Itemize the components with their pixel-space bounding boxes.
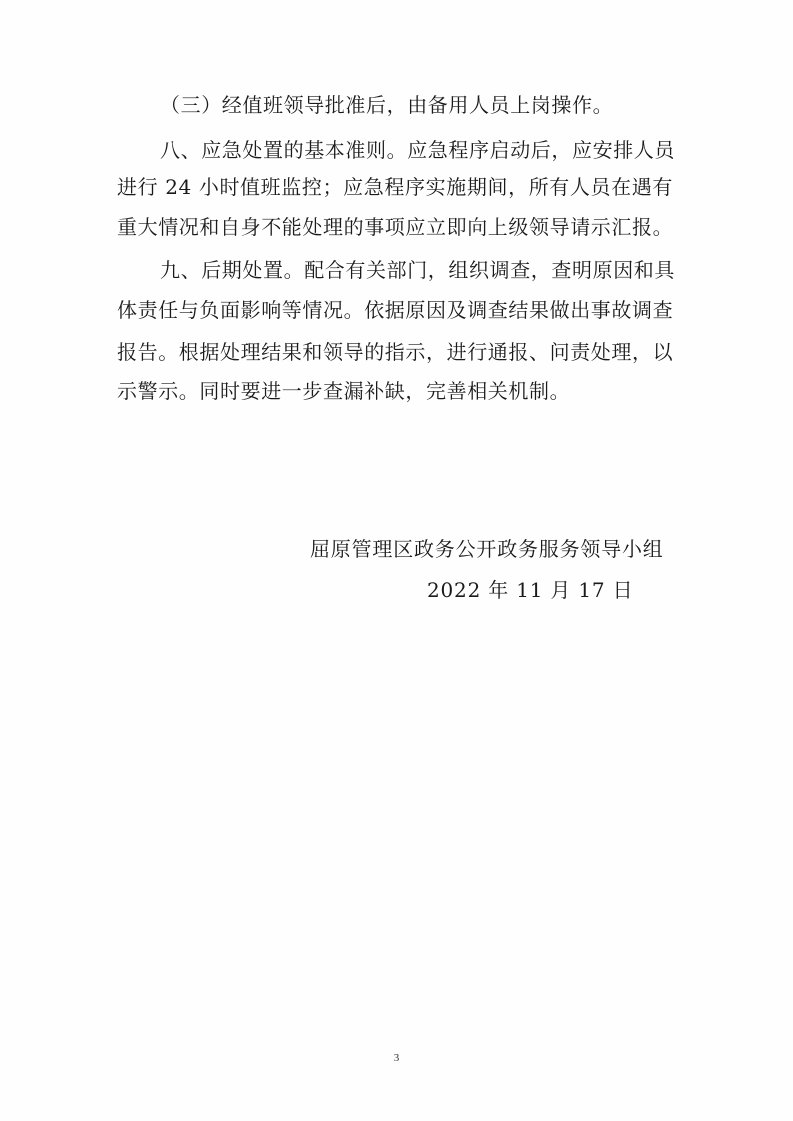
paragraph-line: 重大情况和自身不能处理的事项应立即向上级领导请示汇报。 [117,215,674,239]
paragraph-line: 八、应急处置的基本准则。应急程序启动后，应安排人员 [160,138,675,162]
paragraph-line: 九、后期处置。配合有关部门，组织调查，查明原因和具 [160,258,675,282]
page-number: 3 [393,1052,400,1064]
signature-organization: 屈原管理区政务公开政务服务领导小组 [310,537,664,561]
paragraph-line: 示警示。同时要进一步查漏补缺，完善相关机制。 [117,379,571,403]
paragraph-line: （三）经值班领导批准后，由备用人员上岗操作。 [160,93,614,117]
paragraph-line: 进行 24 小时值班监控；应急程序实施期间，所有人员在遇有 [117,175,673,199]
signature-date: 2022 年 11 月 17 日 [427,578,634,602]
paragraph-line: 体责任与负面影响等情况。依据原因及调查结果做出事故调查 [117,298,674,322]
paragraph-line: 报告。根据处理结果和领导的指示，进行通报、问责处理，以 [117,340,674,364]
